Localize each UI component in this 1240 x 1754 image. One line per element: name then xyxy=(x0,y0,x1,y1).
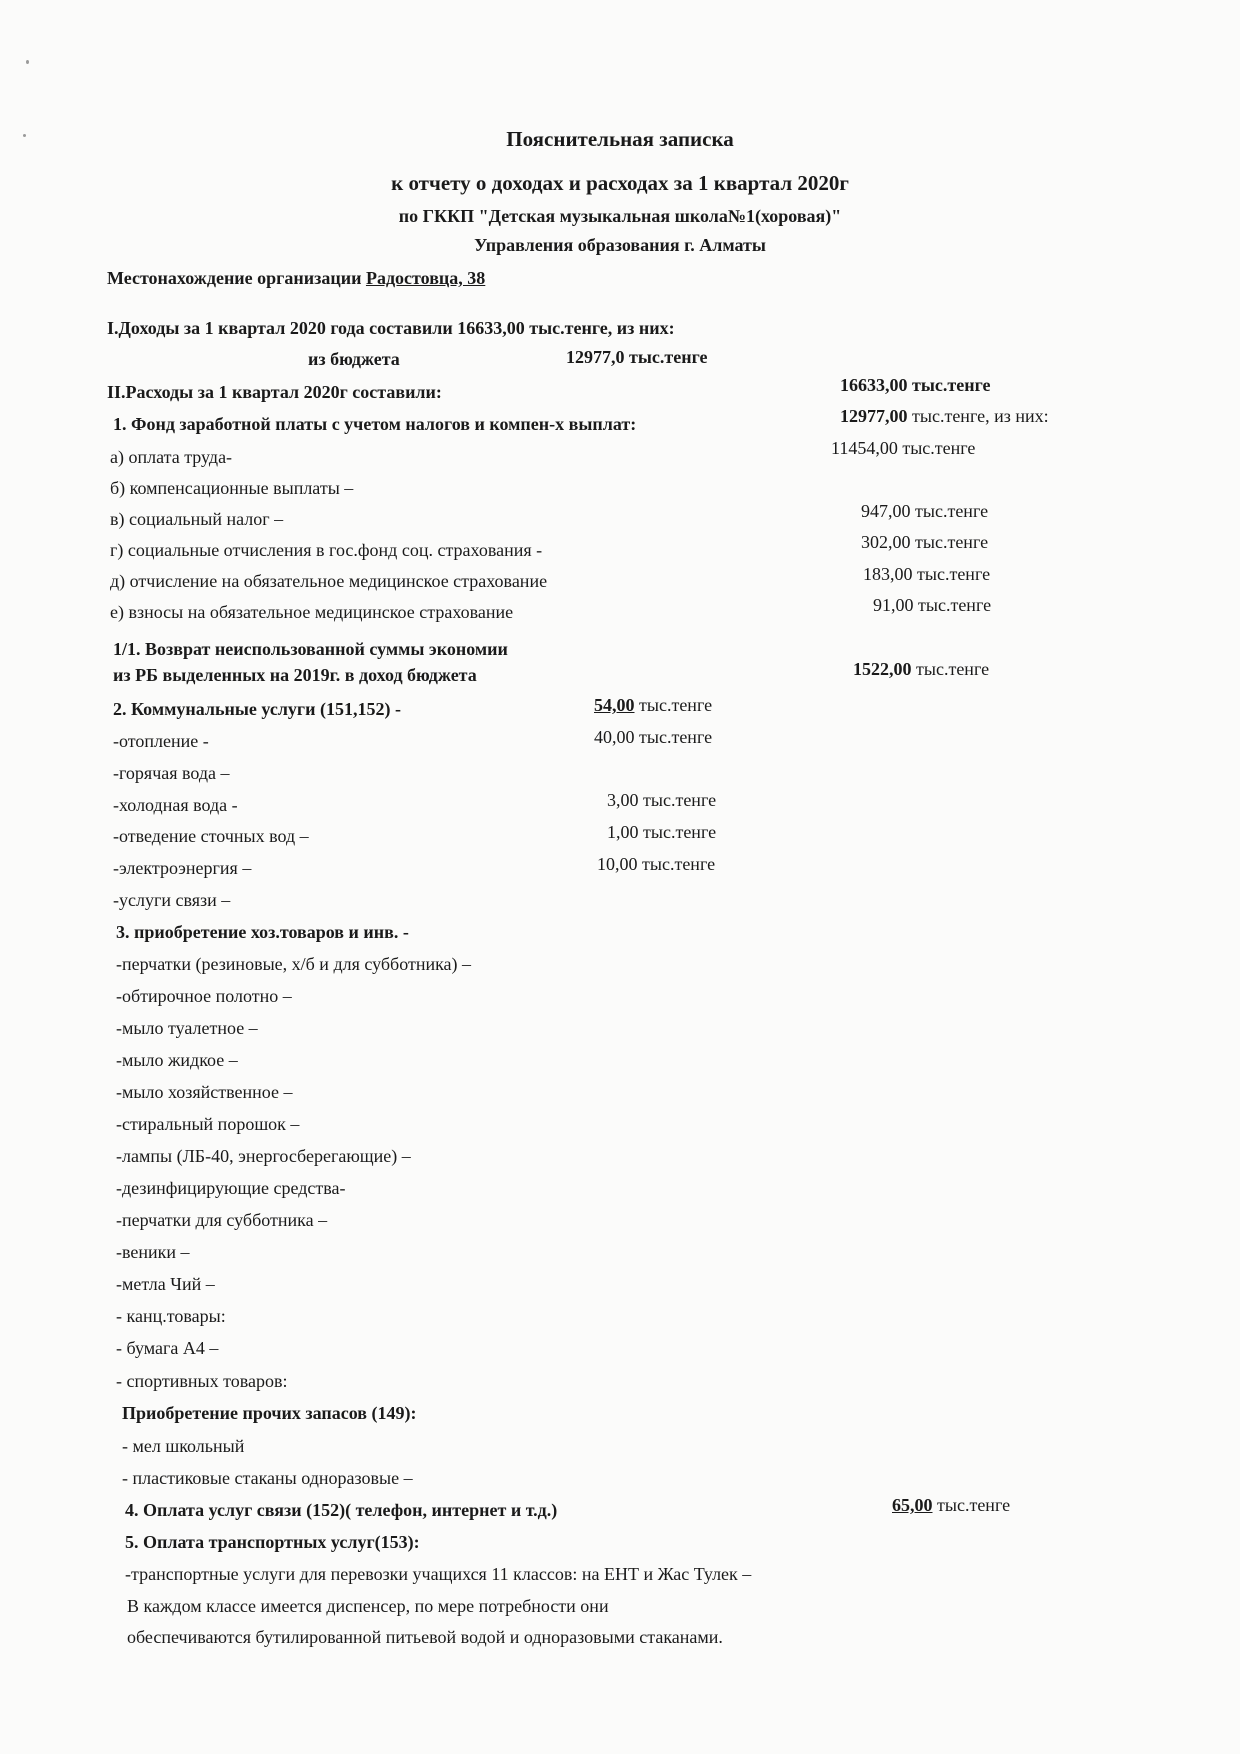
goods-item: -лампы (ЛБ-40, энергосберегающие) – xyxy=(116,1146,411,1166)
location-line xyxy=(107,267,485,289)
goods-item: - спортивных товаров: xyxy=(116,1371,288,1391)
payroll-value-number: 12977,00 xyxy=(840,406,908,426)
income-budget-label: из бюджета xyxy=(308,349,400,369)
goods-item: -стиральный порошок – xyxy=(116,1114,300,1134)
goods-item: -метла Чий – xyxy=(116,1274,215,1294)
document-title: Пояснительная записка xyxy=(506,127,734,151)
payroll-label: 1. Фонд заработной платы с учетом налогов и компен-х выплат: xyxy=(113,414,637,434)
utilities-item-value: 10,00 тыс.тенге xyxy=(597,854,716,874)
utilities-value xyxy=(594,694,712,716)
payroll-item-value: 91,00 тыс.тенге xyxy=(873,595,992,615)
utilities-item-label: -электроэнергия – xyxy=(113,858,252,878)
utilities-item-label: -отопление - xyxy=(113,731,209,751)
goods-item: -перчатки для субботника – xyxy=(116,1210,328,1230)
transport-label: 5. Оплата транспортных услуг(153): xyxy=(125,1532,420,1552)
payroll-item-label: г) социальные отчисления в гос.фонд соц. страхования - xyxy=(110,540,543,560)
utilities-item-label: -горячая вода – xyxy=(113,763,230,783)
goods-item: -мыло туалетное – xyxy=(116,1018,258,1038)
goods-item: -перчатки (резиновые, х/б и для субботника) – xyxy=(116,954,472,974)
refund-value-number: 1522,00 xyxy=(853,659,912,679)
document-subtitle: к отчету о доходах и расходах за 1 квартал 2020г xyxy=(391,171,849,195)
payroll-item-label: б) компенсационные выплаты – xyxy=(110,478,354,498)
utilities-label: 2. Коммунальные услуги (151,152) - xyxy=(113,699,401,719)
department-name: Управления образования г. Алматы xyxy=(474,235,766,255)
communication-value xyxy=(892,1494,1010,1516)
utilities-item-label: -отведение сточных вод – xyxy=(113,826,309,846)
expenses-total-value: 16633,00 тыс.тенге xyxy=(840,375,991,395)
payroll-item-label: в) социальный налог – xyxy=(110,509,284,529)
goods-item: - бумага А4 – xyxy=(116,1338,219,1358)
communication-label: 4. Оплата услуг связи (152)( телефон, интернет и т.д.) xyxy=(125,1500,558,1520)
payroll-item-label: е) взносы на обязательное медицинское страхование xyxy=(110,602,514,622)
expenses-label: II.Расходы за 1 квартал 2020г составили: xyxy=(107,382,442,402)
goods-label: 3. приобретение хоз.товаров и инв. - xyxy=(116,922,409,942)
payroll-item-value: 302,00 тыс.тенге xyxy=(861,532,989,552)
refund-value-unit: тыс.тенге xyxy=(911,659,990,679)
transport-item: обеспечиваются бутилированной питьевой водой и одноразовыми стаканами. xyxy=(127,1627,723,1647)
location-value: Радостовца, 38 xyxy=(365,268,486,288)
payroll-value-unit: тыс.тенге, из них: xyxy=(907,406,1049,426)
utilities-value-unit: тыс.тенге xyxy=(634,695,713,715)
transport-item: -транспортные услуги для перевозки учащихся 11 классов: на ЕНТ и Жас Тулек – xyxy=(125,1564,752,1584)
refund-line2: из РБ выделенных на 2019г. в доход бюджета xyxy=(113,665,477,685)
payroll-item-value: 947,00 тыс.тенге xyxy=(861,501,989,521)
communication-value-unit: тыс.тенге xyxy=(932,1495,1011,1515)
refund-line1: 1/1. Возврат неиспользованной суммы экономии xyxy=(113,639,508,659)
refund-value xyxy=(853,658,989,680)
payroll-item-value: 183,00 тыс.тенге xyxy=(863,564,991,584)
utilities-value-number: 54,00 xyxy=(594,695,635,715)
transport-item: В каждом классе имеется диспенсер, по мере потребности они xyxy=(127,1596,609,1616)
organization-name: по ГККП "Детская музыкальная школа№1(хоровая)" xyxy=(398,206,842,226)
utilities-item-value: 40,00 тыс.тенге xyxy=(594,727,713,747)
payroll-item-label: а) оплата труда- xyxy=(110,447,233,467)
payroll-item-value: 11454,00 тыс.тенге xyxy=(831,438,976,458)
payroll-item-label: д) отчисление на обязательное медицинское страхование xyxy=(110,571,548,591)
other-supplies-item: - мел школьный xyxy=(122,1436,245,1456)
goods-item: -веники – xyxy=(116,1242,190,1262)
goods-item: -дезинфицирующие средства- xyxy=(116,1178,346,1198)
utilities-item-label: -холодная вода - xyxy=(113,795,238,815)
utilities-item-value: 1,00 тыс.тенге xyxy=(607,822,717,842)
other-supplies-label: Приобретение прочих запасов (149): xyxy=(122,1403,417,1423)
communication-value-number: 65,00 xyxy=(892,1495,933,1515)
other-supplies-item: - пластиковые стаканы одноразовые – xyxy=(122,1468,413,1488)
goods-item: - канц.товары: xyxy=(116,1306,226,1326)
income-line: I.Доходы за 1 квартал 2020 года составили 16633,00 тыс.тенге, из них: xyxy=(107,318,675,338)
goods-item: -обтирочное полотно – xyxy=(116,986,292,1006)
goods-item: -мыло хозяйственное – xyxy=(116,1082,293,1102)
goods-item: -мыло жидкое – xyxy=(116,1050,238,1070)
scan-speck xyxy=(26,60,29,64)
income-budget-value: 12977,0 тыс.тенге xyxy=(566,347,708,367)
utilities-item-label: -услуги связи – xyxy=(113,890,231,910)
payroll-value xyxy=(840,405,1049,427)
location-label: Местонахождение организации xyxy=(107,268,366,288)
utilities-item-value: 3,00 тыс.тенге xyxy=(607,790,717,810)
